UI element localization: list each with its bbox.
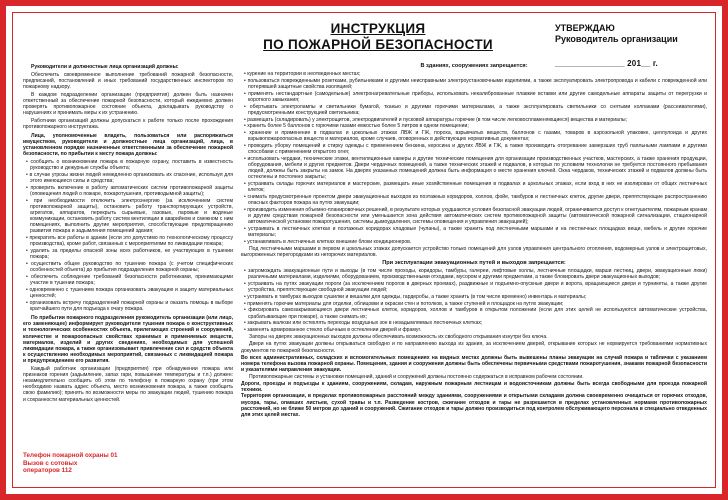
poster-frame [12, 12, 716, 488]
right-paragraph-12: • производить изменения объемно-планировочных решений, в результате которых ухудшаются условия безопасной эвакуации людей, ограничивается доступ к огнетушителям, пожарным кранам и другим средствам пожарной безопасности или уменьшается зона действия автоматических систем противопожарной защиты (автоматической пожарной сигнализации, стационарной автоматической установки пожаротушения, системы дымоудаления, системы оповещения и управления эвакуацией); [244, 206, 707, 226]
left-paragraph-10: • удалить за пределы опасной зоны всех работников, не участвующих в тушении пожара; [26, 248, 233, 261]
right-paragraph-9: • использовать чердаки, технические этажи, вентиляционные камеры и другие технические помещения для организации производственных участков, мастерских, а также хранения продукции, оборудования, мебели и других предметов. Двери чердачных помещений, а также технических этажей и подвалов, в которых по условиям технологии не требуется постоянного пребывания людей, должны быть закрыты на замок. На дверях указанных помещений должна быть информация о месте хранения ключей. Окна чердаков, технических этажей и подвалов должны быть остеклены и постоянно закрыты; [244, 155, 707, 181]
right-paragraph-10: • устраивать склады горючих материалов и мастерские, размещать иные хозяйственные помещения в подвалах и цокольных этажах, если вход в них не изолирован от общих лестничных клеток; [244, 181, 707, 194]
left-paragraph-8: • при необходимости отключить электроэнергию (за исключением систем противопожарной защиты), остановить работу транспортирующих устройств, агрегатов, аппаратов, перекрыть сырьевые, газовые, паровые и водяные коммуникации, остановить работу систем вентиляции в аварийном и смежном с ним помещениях, выполнить другие мероприятия, способствующие предотвращению развития пожара и задымления помещений здания; [26, 197, 233, 235]
right-column [241, 61, 707, 479]
right-paragraph-7: • хранение и применение в подвалах и цокольных этажах ЛВЖ и ГЖ, пороха, взрывчатых веществ, баллонов с газами, товаров в аэрозольной упаковке, целлулоида и других взрывопожароопасных веществ и материалов, кроме случаев, оговоренных в действующих нормативных документах; [244, 130, 707, 143]
right-paragraph-11: • снимать предусмотренные проектом двери эвакуационных выходов из поэтажных коридоров, холлов, фойе, тамбуров и лестничных клеток, другие двери, препятствующие распространению опасных факторов пожара на путях эвакуации; [244, 194, 707, 207]
left-paragraph-4: Лица, уполномоченные владеть, пользоваться или распоряжаться имуществом, руководители и должностные лица организаций, лица, в установленном порядке назначенные ответственными за обеспечение пожарной безопасности, по прибытии к месту пожара должны: [23, 132, 233, 158]
approve-role: Руководитель организации [555, 34, 678, 44]
right-paragraph-20: • применять горючие материалы для отделки, облицовки и окраски стен и потолков, а также ступеней и площадок на путях эвакуации; [244, 300, 564, 307]
left-paragraph-1: Обеспечить своевременное выполнение требований пожарной безопасности, предписаний, постановлений и иных требований государственных инспекторов по пожарному надзору. [23, 71, 233, 90]
left-paragraph-3: Работники организаций должны допускаться к работе только после прохождения противопожарного инструктажа. [23, 117, 233, 130]
right-paragraph-24: Запоры на дверях эвакуационных выходов должны обеспечивать возможность их свободного открывания изнутри без ключа. [249, 333, 548, 340]
right-paragraph-4: • обертывать электролампы и светильники бумагой, тканью и другими горючими материалами, а также эксплуатировать светильники со снятыми колпаками (рассеивателями), предусмотренными конструкцией светильника; [244, 103, 707, 116]
left-paragraph-2: В каждом подразделении организации (предприятия) должен быть назначен ответственный за обеспечение пожарной безопасности, который ежедневно должен проверять противопожарное состояние объекта, докладывать руководству о нарушениях и принимать меры к их устранению. [23, 91, 233, 116]
left-paragraph-14: • организовать встречу подразделений пожарной охраны и оказать помощь в выборе кратчайшего пути для подъезда к очагу пожара. [26, 299, 233, 312]
right-paragraph-26: Во всех административных, складских и вспомогательных помещениях на видных местах должны быть вывешены планы эвакуации на случай пожара и таблички с указанием номера телефона вызова пожарной охраны. Помещения, здания и сооружения должны быть обеспечены первичными средствами пожаротушения, знаками пожарной безопасности и указателями направления эвакуации. [241, 355, 707, 374]
right-paragraph-22: • закрывать жалюзи или остеклять переходы воздушных зон в незадымляемых лестничных клетках; [244, 320, 483, 327]
left-paragraph-5: • сообщить о возникновении пожара в пожарную охрану, поставить в известность руководство и дежурные службы объекта; [26, 158, 233, 172]
right-paragraph-19: • устраивать в тамбурах выходов сушилки и вешалки для одежды, гардеробы, а также хранить (в том числе временно) инвентарь и материалы; [244, 293, 587, 300]
right-paragraph-23: • заменять армированное стекло обычным в остеклении дверей и фрамуг. [244, 327, 422, 334]
right-paragraph-21: • фиксировать самозакрывающиеся двери лестничных клеток, коридоров, холлов и тамбуров в открытом положении (если для этих целей не используются автоматические устройства, срабатывающие при пожаре), а также снимать их; [244, 307, 707, 320]
right-paragraph-13: • устраивать в лестничных клетках и поэтажных коридорах кладовые (чуланы), а также хранить под лестничными маршами и на лестничных площадках вещи, мебель и другие горючие материалы; [244, 226, 707, 239]
fire-phone-block [23, 452, 223, 475]
mobile-operators-line: операторов 112 [23, 467, 72, 475]
left-paragraph-13: • одновременно с тушением пожара организовать эвакуацию и защиту материальных ценностей; [26, 286, 233, 299]
left-paragraph-15: По прибытии пожарного подразделения руководитель организации (или лицо, его заменяющее) информирует руководителя тушения пожара о конструктивных и технологических особенностях объекта, прилегающих строений и сооружений, количестве и пожароопасных свойствах хранимых и применяемых веществ, материалов, изделий и других сведениях, необходимых для успешной ликвидации пожара, а также организовывает привлечение сил и средств объекта к осуществлению необходимых мероприятий, связанных с ликвидацией пожара и предупреждением его развития. [23, 315, 233, 365]
left-paragraph-7: • проверить включение в работу автоматических систем противопожарной защиты (оповещения людей о пожаре, пожаротушения, противодымной защиты); [26, 184, 233, 197]
right-paragraph-29: Территория организации, в пределах противопожарных расстояний между зданиями, сооружениями и открытыми складами должна своевременно очищаться от горючих отходов, мусора, тары, опавших листьев, сухой травы и т.п. Разведение костров, сжигание отходов и тары не разрешается в пределах установленных нормами противопожарных расстояний, но не ближе 50 метров до зданий и сооружений. Сжигание отходов и тары должно производиться под контролем обслуживающего персонала в специально отведенных для этих целей местах. [241, 393, 707, 418]
title-line-1: ИНСТРУКЦИЯ [330, 21, 426, 36]
right-paragraph-16: При эксплуатации эвакуационных путей и выходов запрещается: [382, 260, 566, 266]
right-paragraph-8: • проводить уборку помещений и стирку одежды с применением бензина, керосина и других ЛВЖ и ГЖ, а также производить отогревание замерзших труб паяльными лампами и другими способами с применением открытого огня; [244, 143, 707, 156]
right-paragraph-3: • применять нестандартные (самодельные) электронагревательные приборы, использовать некалиброванные плавкие вставки или другие самодельные аппараты защиты от перегрузки и короткого замыкания; [244, 90, 707, 103]
left-paragraph-9: • прекратить все работы в здании (если это допустимо по технологическому процессу производства), кроме работ, связанных с мероприятиями по ликвидации пожара; [26, 235, 233, 248]
right-paragraph-2: • пользоваться поврежденными розетками, рубильниками и другими неисправными электроустановочными изделиями, а также эксплуатировать электропровода и кабели с поврежденной или потерявшей защитные свойства изоляцией; [244, 77, 707, 91]
left-paragraph-16: Каждый работник организации (предприятия) при обнаружении пожара или признаков горения (задымление, запах гари, повышение температуры и т.п.) должен: незамедлительно сообщить об этом по телефону в пожарную охрану (при этом необходимо назвать адрес объекта, место возникновения пожара, а также сообщить свою фамилию); принять по возможности меры по эвакуации людей, тушению пожара и сохранности материальных ценностей. [23, 365, 233, 403]
fire-phone-line: Телефон пожарной охраны 01 [23, 452, 118, 460]
page-title [263, 21, 493, 53]
right-paragraph-6: • хранить более 5 баллонов с горючими газами емкостью более 5 литров в одном помещении; [244, 123, 469, 130]
left-column [23, 61, 233, 479]
left-paragraph-0: Руководители и должностные лица организаций должны: [31, 64, 179, 70]
right-paragraph-28: Дороги, проезды и подъезды к зданиям, сооружениям, складам, наружным пожарным лестницам и водоисточникам должны быть всегда свободными для проезда пожарной техники. [241, 381, 707, 394]
right-paragraph-17: • загромождать эвакуационные пути и выходы (в том числе проходы, коридоры, тамбуры, галереи, лифтовые холлы, лестничные площадки, марши лестниц, двери, эвакуационные люки) различными материалами, изделиями, оборудованием, производственными отходами, мусором и другими предметами, а также блокировать двери эвакуационных выходов; [244, 268, 707, 281]
right-paragraph-14: • устанавливать в лестничных клетках внешние блоки кондиционеров. [244, 238, 412, 245]
right-paragraph-18: • устраивать на путях эвакуации пороги (за исключением порогов в дверных проемах), раздвижные и подъемно-опускные двери и ворота, вращающиеся двери и турникеты, а также другие устройства, препятствующие свободной эвакуации людей; [244, 281, 707, 294]
approve-heading: УТВЕРЖДАЮ [555, 23, 615, 33]
right-paragraph-27: Противопожарные системы и установки помещений, зданий и сооружений должны постоянно содержаться в исправном рабочем состоянии. [249, 373, 584, 380]
title-line-2: ПО ПОЖАРНОЙ БЕЗОПАСНОСТИ [263, 37, 493, 52]
left-paragraph-6: • в случае угрозы жизни людей немедленно организовать их спасение, используя для этого имеющиеся силы и средства; [26, 171, 233, 185]
left-paragraph-11: • осуществить общее руководство по тушению пожара (с учетом специфических особенностей объекта) до прибытия подразделения пожарной охраны; [26, 261, 233, 274]
right-paragraph-5: • размещать (складировать) у электрощитов, электродвигателей и пусковой аппаратуры горючие (в том числе легковоспламеняющиеся) вещества и материалы; [244, 116, 627, 123]
mobile-call-line: Вызов с сотовых [23, 459, 78, 467]
right-paragraph-15: Под лестничными маршами в первом и цокольных этажах допускается устройство только помещений для узлов управления центрального отопления, водомерных узлов и электрощитовых, выгороженных перегородками из негорючих материалов. [241, 245, 707, 258]
right-paragraph-1: • курение на территории в неотведенных местах; [244, 71, 361, 78]
left-paragraph-12: • обеспечить соблюдение требований безопасности работниками, принимающими участие в тушении пожара; [26, 273, 233, 287]
right-paragraph-0: В зданиях, сооружениях запрещается: [420, 63, 528, 69]
right-paragraph-25: Двери на путях эвакуации должны открываться свободно и по направлению выхода из здания, за исключением дверей, открывание которых не нормируется требованиями нормативных документов по пожарной безопасности. [241, 341, 707, 354]
approve-date: _______________ 201__ г. [555, 59, 658, 68]
